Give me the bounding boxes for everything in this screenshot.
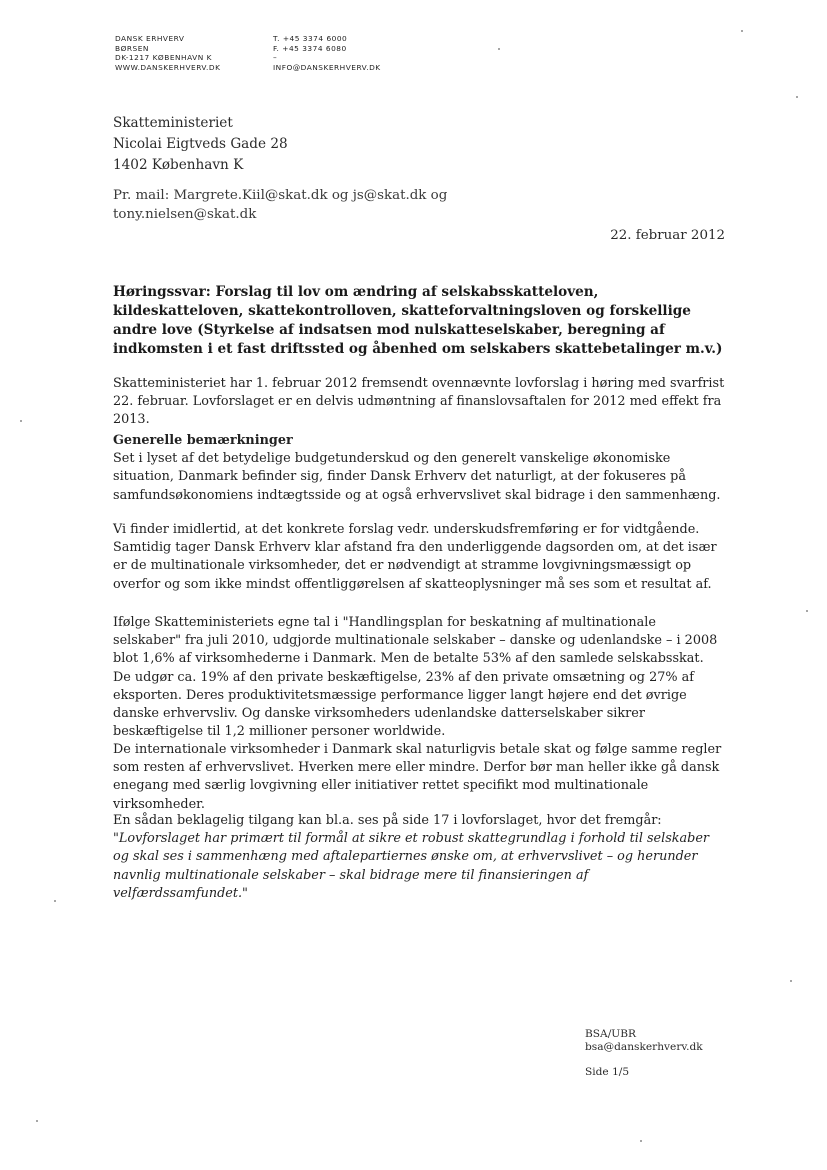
scan-speck: [741, 30, 743, 32]
paragraph-1: Set i lyset af det betydelige budgetunderskud og den generelt vanskelige økonomiske situation, Danmark befinder sig, finder Dansk Erhverv det naturligt, at der fokuseres på samfundsøkonomiens indtægtsside og at også erhvervslivet skal bidrage i den sammenhæng.: [113, 451, 721, 503]
scan-speck: [498, 48, 500, 50]
quote-paragraph-text: [113, 812, 725, 903]
letterhead-contact: [273, 34, 381, 72]
pr-mail-line2: tony.nielsen@skat.dk: [113, 207, 257, 222]
contact-dash: –: [273, 53, 278, 63]
contact-fax: F. +45 3374 6080: [273, 43, 347, 53]
footer-block: [585, 1028, 703, 1079]
letterhead-sender: [115, 34, 220, 72]
paragraph-4-block: [113, 741, 725, 814]
letter-date: 22. februar 2012: [610, 228, 725, 243]
sender-website: WWW.DANSKERHVERV.DK: [115, 62, 221, 72]
paragraph-2: Vi finder imidlertid, at det konkrete forslag vedr. underskudsfremføring er for vidtgående. Samtidig tager Dansk Erhverv klar afstand fra den underliggende dagsorden om, at det især er de multinationale virksomheder, det er nødvendigt at stramme lovgivningsmæssigt op overfor og som ikke mindst offentliggørelsen af skatteoplysninger må ses som et resultat af.: [113, 522, 717, 592]
recipient-address: [113, 113, 288, 176]
paragraph-4: De internationale virksomheder i Danmark skal naturligvis betale skat og følge samme regler som resten af erhvervslivet. Hverken mere eller mindre. Derfor bør man heller ikke gå dansk enegang med særlig lovgivning eller initiativer rettet specifikt mod multinationale virksomheder.: [113, 742, 722, 812]
footer-page-number: Side 1/5: [585, 1066, 630, 1078]
quote-text: "Lovforslaget har primært til formål at sikre et robust skattegrundlag i forhold til selskaber og skal ses i sammenhæng med aftalepartiernes ønske om, at erhvervslivet – og herunder navnlig multinationale selskaber – skal bidrage mere til finansieringen af velfærdssamfundet.": [113, 831, 710, 901]
sender-name: DANSK ERHVERV: [115, 34, 185, 43]
pr-mail-line1: Pr. mail: Margrete.Kiil@skat.dk og js@skat.dk og: [113, 188, 448, 203]
quote-lead: En sådan beklagelig tilgang kan bl.a. ses på side 17 i lovforslaget, hvor det fremgår:: [113, 813, 662, 828]
contact-email: INFO@DANSKERHVERV.DK: [273, 62, 381, 72]
scan-speck: [640, 1140, 642, 1142]
section-heading: Generelle bemærkninger: [113, 433, 293, 448]
footer-gap: [585, 1054, 703, 1066]
paragraph-3: Ifølge Skatteministeriets egne tal i "Handlingsplan for beskatning af multinationale selskaber" fra juli 2010, udgjorde multinationale selskaber – danske og udenlandske – i 2008 blot 1,6% af virksomhederne i Danmark. Men de betalte 53% af den samlede selskabsskat. De udgør ca. 19% af den private beskæftigelse, 23% af den private omsætning og 27% af eksporten. Deres produktivitetsmæssige performance ligger langt højere end det øvrige danske erhvervsliv. Og danske virksomheders udenlandske datterselskaber sikrer beskæftigelse til 1,2 millioner personer worldwide.: [113, 615, 718, 740]
general-section: [113, 432, 725, 505]
contact-phone: T. +45 3374 6000: [273, 34, 348, 43]
footer-initials: BSA/UBR: [585, 1028, 636, 1040]
sender-building: BØRSEN: [115, 43, 149, 53]
scan-speck: [54, 900, 56, 902]
intro-paragraph: [113, 375, 725, 430]
sender-postal: DK-1217 KØBENHAVN K: [115, 53, 212, 63]
recipient-street: Nicolai Eigtveds Gade 28: [113, 136, 288, 152]
intro-text: Skatteministeriet har 1. februar 2012 fremsendt ovennævnte lovforslag i høring med svarfrist 22. februar. Lovforslaget er en delvis udmøntning af finanslovsaftalen for 2012 med effekt fra 2013.: [113, 376, 725, 428]
quote-paragraph: [113, 812, 725, 903]
paragraph-2-block: [113, 521, 725, 594]
pr-mail: [113, 186, 447, 224]
letter-title: Høringssvar: Forslag til lov om ændring af selskabsskatteloven, kildeskatteloven, skattekontrolloven, skatteforvaltningsloven og forskellige andre love (Styrkelse af indsatsen mod nulskatteselskaber, beregning af indkomsten i et fast driftssted og åbenhed om selskabers skattebetalinger m.v.): [113, 284, 723, 357]
recipient-name: Skatteministeriet: [113, 115, 233, 131]
scan-speck: [796, 96, 798, 98]
footer-email: bsa@danskerhverv.dk: [585, 1041, 703, 1053]
scan-speck: [20, 420, 22, 422]
recipient-city: 1402 København K: [113, 157, 244, 173]
scan-speck: [36, 1120, 38, 1122]
scan-speck: [790, 980, 792, 982]
scan-speck: [806, 610, 808, 612]
paragraph-3-block: [113, 614, 725, 741]
